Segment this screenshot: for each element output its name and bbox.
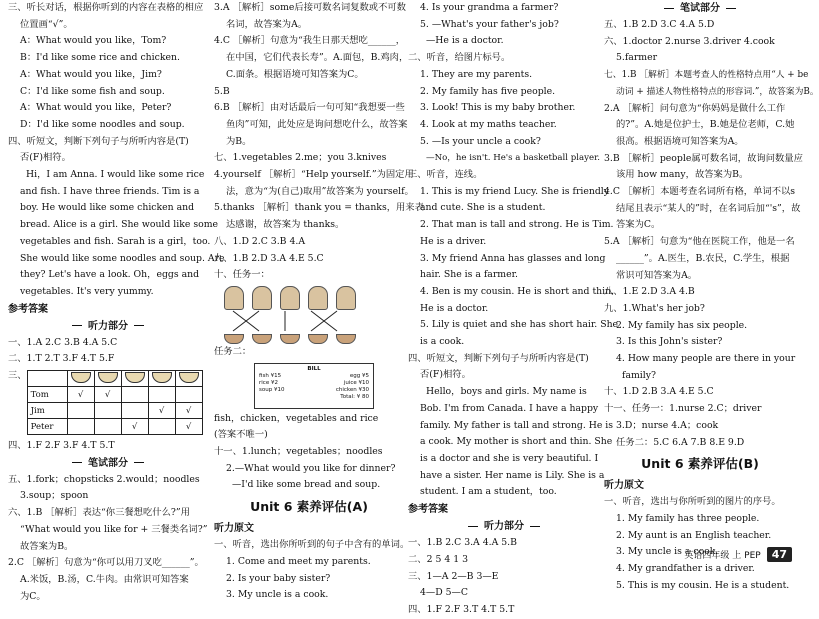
- section-heading-answers: 参考答案: [408, 504, 448, 516]
- answer-line: 结尾且表示“某人的”时，在名词后加“'s”，故: [616, 202, 801, 214]
- text-line: —He is a doctor.: [426, 35, 504, 47]
- answer-line: 二、2 5 4 1 3: [408, 553, 468, 565]
- answer-line: 5.A ［解析］句意为“他在医院工作，他是一名: [604, 236, 795, 248]
- answer-line: 常识可知答案为A。: [616, 269, 698, 281]
- text-line: A：What would you like，Tom?: [20, 35, 167, 47]
- bill-item: chicken ¥30: [335, 386, 369, 393]
- text-line: 4. Ben is my cousin. He is short and thin.: [420, 285, 615, 297]
- bowl-icon: [175, 371, 202, 387]
- column-2: [214, 0, 424, 601]
- food-check-table: [27, 370, 203, 435]
- passage-line: and fish. I have three friends. Tim is a: [20, 185, 200, 197]
- text-line: 否(F)相符。: [20, 152, 71, 164]
- text-line: 1. My family has three people.: [616, 512, 760, 524]
- child-icon: [336, 286, 356, 310]
- passage-line: student. I am a student，too.: [420, 486, 557, 498]
- answer-line: 答案为C。: [616, 219, 661, 231]
- table-cell: [67, 403, 94, 419]
- text-line: B：I'd like some rice and chicken.: [20, 52, 180, 64]
- answer-line: fish，chicken，vegetables and rice: [214, 412, 379, 424]
- text-line: He is a driver.: [420, 235, 487, 247]
- text-line: 3. My uncle is a cook.: [226, 589, 329, 601]
- answer-line: 九、1.B 2.D 3.A 4.E 5.C: [214, 252, 324, 264]
- answer-line: 4. How many people are there in your: [616, 353, 796, 365]
- answer-line: 3.soup；spoon: [20, 490, 89, 502]
- child-icon: [280, 286, 300, 310]
- text-line: 2. My aunt is an English teacher.: [616, 529, 772, 541]
- text-line: 一、听音，选出你所听到的句子中含有的单词。: [214, 539, 410, 551]
- answer-line: C.面条。根据语境可知答案为C。: [226, 68, 364, 80]
- food-row: [224, 334, 404, 344]
- text-line: 5. Lily is quiet and she has short hair. She: [420, 319, 619, 331]
- section-heading-transcript: 听力原文: [604, 480, 644, 492]
- answer-line: 4.C ［解析］本题考查名词所有格，单词不以s: [604, 186, 796, 198]
- passage-line: a cook. My mother is short and thin. She: [420, 436, 613, 448]
- table-cell: √: [148, 403, 175, 419]
- bowl-icon: [94, 371, 121, 387]
- matching-lines: [224, 310, 354, 332]
- matching-figure: [214, 286, 404, 344]
- food-icon: [280, 334, 300, 344]
- child-icon: [224, 286, 244, 310]
- answer-line: 名词，故答案为A。: [226, 18, 308, 30]
- text-line: 一、听音，选出与你所听到的图片的序号。: [604, 496, 781, 508]
- answer-line: 五、1.fork；chopsticks 2.would；noodles: [8, 473, 200, 485]
- bowl-icon: [67, 371, 94, 387]
- answer-line: 七、1.vegetables 2.me；you 3.knives: [214, 152, 387, 164]
- answer-line: family?: [622, 369, 656, 381]
- passage-line: family. My father is tall and strong. He is: [420, 419, 614, 431]
- answer-line: 十、1.D 2.B 3.A 4.E 5.C: [604, 386, 714, 398]
- page-number: 47: [767, 547, 792, 562]
- text-line: D：I'd like some noodles and soup.: [20, 118, 185, 130]
- bill-item: rice ¥2: [259, 379, 278, 386]
- answer-line: “What would you like for + 三餐类名词?”: [20, 523, 208, 535]
- answer-line: 三、1—A 2—B 3—E: [408, 570, 499, 582]
- answer-line: 动词 + 描述人物性格特点的形容词.”，故答案为B。: [616, 86, 819, 97]
- table-cell: [148, 419, 175, 435]
- text-line: 位置画“√”。: [20, 18, 73, 30]
- answer-line: ______”。A.医生，B.农民，C.学生，根据: [616, 252, 790, 264]
- answer-line: 一、1.B 2.C 3.A 4.A 5.B: [408, 537, 517, 549]
- answer-line: A.米饭，B.汤，C.牛肉。由常识可知答案: [20, 573, 189, 585]
- passage-line: Bob. I'm from Canada. I have a happy: [420, 402, 599, 414]
- section-heading-listening: 听力部分: [8, 318, 208, 335]
- child-icon: [252, 286, 272, 310]
- answer-line: 很高。根据语境可知答案为A。: [616, 135, 744, 147]
- passage-line: vegetables and fish. Sarah is a girl，too.: [20, 235, 211, 247]
- text-line: 2. That man is tall and strong. He is Tim.: [420, 219, 614, 231]
- table-corner: [27, 371, 67, 387]
- text-line: 4. Look at my maths teacher.: [420, 118, 557, 130]
- unit-title: Unit 6 素养评估(A): [250, 499, 368, 515]
- passage-line: She would like some noodles and soup. Are: [20, 252, 225, 264]
- text-line: hair. She is a farmer.: [420, 269, 518, 281]
- book-label: 英语四年级 上 PEP: [684, 551, 761, 561]
- food-icon: [252, 334, 272, 344]
- table-cell: √: [175, 419, 202, 435]
- answer-line: 六、1.B ［解析］表达“你三餐想吃什么?”用: [8, 507, 190, 519]
- answer-line: 二、1.T 2.T 3.F 4.T 5.F: [8, 353, 115, 365]
- answer-line: 法，意为“为(自己)取用”故答案为 yourself。: [226, 185, 414, 197]
- column-4: [604, 0, 819, 591]
- answer-line: 故答案为B。: [20, 540, 74, 552]
- bill-item: juice ¥10: [343, 379, 369, 386]
- answer-line: 5.thanks ［解析］thank you = thanks，用来表: [214, 202, 424, 214]
- food-icon: [224, 334, 244, 344]
- row-name: Peter: [27, 419, 67, 435]
- row-name: Tom: [27, 387, 67, 403]
- text-line: 5. —Is your uncle a cook?: [420, 135, 541, 147]
- bowl-icon: [148, 371, 175, 387]
- section-heading-written: 笔试部分: [8, 455, 208, 472]
- bowl-icon: [121, 371, 148, 387]
- text-line: 否(F)相符。: [420, 369, 471, 381]
- answer-line: 为C。: [20, 590, 46, 602]
- answer-line: 3. Is this John's sister?: [616, 336, 723, 348]
- table-cell: [94, 419, 121, 435]
- unit-title: Unit 6 素养评估(B): [641, 456, 759, 472]
- text-line: 2. Is your baby sister?: [226, 572, 331, 584]
- table-cell: [175, 387, 202, 403]
- text-line: 三、听音，连线。: [408, 169, 483, 181]
- column-3: [408, 0, 619, 615]
- answer-line: 八、1.E 2.D 3.A 4.B: [604, 286, 695, 298]
- table-cell: [94, 403, 121, 419]
- bill-item: fish ¥15: [259, 372, 282, 379]
- child-icon: [308, 286, 328, 310]
- answer-label: 三、: [8, 370, 27, 382]
- answer-line: 为B。: [226, 135, 252, 147]
- answer-line: 5.B: [214, 85, 230, 97]
- passage-line: boy. He would like some chicken and: [20, 202, 195, 214]
- text-line: 2. My family has five people.: [420, 85, 556, 97]
- answer-line: 在中国，它们代表长寿”。A.面包，B.鸡肉，: [226, 52, 409, 64]
- answer-line: 2.C ［解析］句意为“你可以用刀叉吃______”。: [8, 557, 204, 569]
- answer-line: 任务二：5.C 6.A 7.B 8.E 9.D: [616, 436, 745, 448]
- text-line: 3. My uncle is a cook.: [616, 546, 719, 558]
- answer-line: 2.A ［解析］问句意为“你妈妈是做什么工作: [604, 102, 786, 114]
- section-heading-answers: 参考答案: [8, 303, 48, 315]
- text-line: A：What would you like，Peter?: [20, 102, 172, 114]
- answer-line: 八、1.D 2.C 3.B 4.A: [214, 235, 306, 247]
- answer-line: —I'd like some bread and soup.: [232, 479, 381, 491]
- table-cell: √: [175, 403, 202, 419]
- text-line: 1. They are my parents.: [420, 68, 533, 80]
- answer-line: 七、1.B ［解析］本题考查人的性格特点用“人 + be: [604, 70, 809, 81]
- food-icon: [336, 334, 356, 344]
- table-cell: √: [67, 387, 94, 403]
- kid-row: [224, 286, 404, 310]
- bill-item: soup ¥10: [259, 386, 285, 393]
- section-heading-written: 笔试部分: [604, 0, 796, 17]
- bill-item: egg ¥5: [349, 372, 369, 379]
- text-line: 4. My grandfather is a driver.: [616, 563, 755, 575]
- table-cell: √: [121, 419, 148, 435]
- answer-line: 3.D；nurse 4.A；cook: [616, 419, 719, 431]
- passage-line: bread. Alice is a girl. She would like some: [20, 219, 219, 231]
- answer-line: 六、1.doctor 2.nurse 3.driver 4.cook: [604, 35, 775, 47]
- passage-line: is a doctor and she is very beautiful. I: [420, 452, 599, 464]
- text-line: 二、听音，给图片标号。: [408, 52, 511, 64]
- bill-total: Total: ¥ 80: [340, 393, 369, 400]
- table-cell: [148, 387, 175, 403]
- section-heading-transcript: 听力原文: [214, 523, 254, 535]
- answer-line: 达感谢，故答案为 thanks。: [226, 219, 345, 231]
- passage-line: Hi，I am Anna. I would like some rice: [26, 169, 205, 181]
- table-cell: [67, 419, 94, 435]
- passage-line: they? Let's have a look. Oh，eggs and: [20, 269, 200, 281]
- table-cell: √: [94, 387, 121, 403]
- answer-line: (答案不唯一): [214, 429, 268, 441]
- answer-line: 5.farmer: [616, 52, 658, 64]
- table-cell: [121, 387, 148, 403]
- text-line: 1. Come and meet my parents.: [226, 555, 371, 567]
- text-line: A：What would you like，Jim?: [20, 68, 162, 80]
- answer-line: 6.B ［解析］由对话最后一句可知“我想要一些: [214, 102, 405, 114]
- text-line: 5. —What's your father's job?: [420, 18, 559, 30]
- answer-line: 十一、1.lunch；vegetables；noodles: [214, 446, 383, 458]
- text-line: —No，he isn't. He's a basketball player.: [426, 153, 600, 164]
- answer-line: 2. My family has six people.: [616, 319, 748, 331]
- answer-line: 十一、任务一：1.nurse 2.C；driver: [604, 403, 762, 415]
- answer-line: 4.yourself ［解析］“Help yourself.”为固定用: [214, 169, 414, 181]
- food-icon: [308, 334, 328, 344]
- text-line: and cute. She is a student.: [420, 202, 546, 214]
- answer-line: 鱼肉”可知，此处应是询问想吃什么，故答案: [226, 118, 408, 130]
- answer-line: 任务二：: [214, 345, 252, 357]
- text-line: 1. This is my friend Lucy. She is friendly: [420, 185, 610, 197]
- passage-line: vegetables. It's very yummy.: [20, 285, 154, 297]
- passage-line: have a sister. Her name is Lily. She is a: [420, 469, 605, 481]
- text-line: 3. Look! This is my baby brother.: [420, 102, 576, 114]
- table-cell: [121, 403, 148, 419]
- bill-form: [254, 363, 374, 409]
- text-line: 5. This is my cousin. He is a student.: [616, 579, 790, 591]
- answer-line: 3.A ［解析］some后接可数名词复数或不可数: [214, 2, 406, 13]
- answer-line: 的?”。A.她是位护士，B.她是位老师，C.她: [616, 119, 795, 131]
- answer-line: 一、1.A 2.C 3.B 4.A 5.C: [8, 336, 118, 348]
- answer-line: 四、1.F 2.F 3.T 4.T 5.T: [408, 603, 515, 615]
- text-line: is a cook.: [420, 336, 465, 348]
- text-line: 三、听长对话，根据你听到的内容在表格的相应: [8, 2, 204, 13]
- answer-line: 4—D 5—C: [420, 587, 468, 599]
- answer-line: 九、1.What's her job?: [604, 302, 705, 314]
- row-name: Jim: [27, 403, 67, 419]
- passage-line: Hello，boys and girls. My name is: [426, 386, 587, 398]
- answer-line: 4.C ［解析］句意为“我生日那天想吃______，: [214, 35, 406, 47]
- text-line: 4. Is your grandma a farmer?: [420, 2, 559, 13]
- text-line: 四、听短文，判断下列句子与所听内容是(T): [408, 352, 589, 364]
- answer-line: 2.—What would you like for dinner?: [226, 462, 396, 474]
- text-line: 3. My friend Anna has glasses and long: [420, 252, 606, 264]
- text-line: He is a doctor.: [420, 302, 489, 314]
- text-line: C：I'd like some fish and soup.: [20, 85, 165, 97]
- answer-line: 十、任务一：: [214, 269, 270, 281]
- answer-line: 该用 how many，故答案为B。: [616, 169, 749, 181]
- text-line: 四、听短文，判断下列句子与所听内容是(T): [8, 135, 189, 147]
- bill-title: BILL: [307, 365, 321, 372]
- page-footer: [684, 547, 792, 562]
- answer-line: 五、1.B 2.D 3.C 4.A 5.D: [604, 19, 715, 30]
- answer-line: 3.B ［解析］people属可数名词，故询问数量应: [604, 152, 803, 164]
- answer-line: 四、1.F 2.F 3.F 4.T 5.T: [8, 440, 115, 452]
- section-heading-listening: 听力部分: [408, 518, 600, 535]
